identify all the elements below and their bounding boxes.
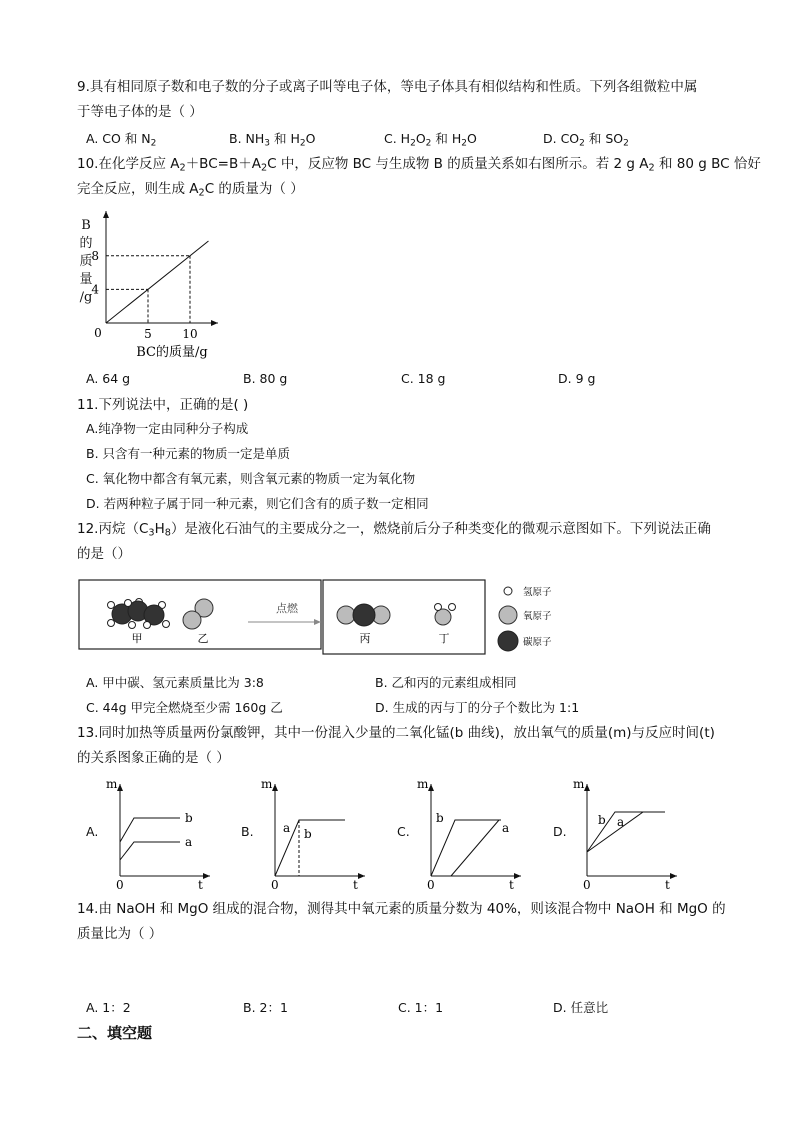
legend-hydrogen: 氢原子	[523, 587, 552, 598]
q11-option-a[interactable]: A.纯净物一定由同种分子构成	[86, 421, 249, 436]
q10-y-arrow	[103, 211, 109, 218]
q13-graph-b	[253, 772, 373, 892]
q13d-t: t	[665, 878, 670, 892]
q9-option-a[interactable]: A. CO 和 $N_2$	[86, 131, 157, 149]
svg-text:/g: /g	[79, 290, 93, 305]
q13d-label-a: a	[617, 815, 625, 829]
q9-option-d[interactable]: D. $CO_2$ 和 $SO_2$	[543, 131, 629, 149]
q13c-origin: 0	[427, 878, 435, 892]
q13-option-d[interactable]: D.	[553, 824, 567, 839]
q13a-curve-b	[120, 818, 180, 842]
q14-option-a[interactable]: A. 1：2	[86, 1000, 131, 1015]
q14-stem-line1: 14.由 NaOH 和 MgO 组成的混合物，测得其中氧元素的质量分数为 40%，则该混合物中 NaOH 和 MgO 的	[77, 901, 726, 917]
q13b-label-a: a	[283, 821, 291, 835]
q12-option-b[interactable]: B. 乙和丙的元素组成相同	[375, 675, 517, 690]
q10-ytick-4: 4	[91, 282, 99, 297]
q12-stem-line1: 12.丙烷$(C_3H_8)$是液化石油气的主要成分之一，燃烧前后分子种类变化的微观示意图如下。下列说法正确	[77, 521, 711, 539]
q10-option-c[interactable]: C. 18 g	[401, 371, 446, 386]
q14-option-c[interactable]: C. 1：1	[398, 1000, 444, 1015]
q13-graph-a	[98, 772, 218, 892]
q11-option-b[interactable]: B. 只含有一种元素的物质一定是单质	[86, 446, 291, 461]
q13a-curve-a	[120, 842, 180, 860]
q11-stem: 11.下列说法中，正确的是( )	[77, 397, 249, 413]
q9-stem-line1: 9.具有相同原子数和电子数的分子或离子叫等电子体，等电子体具有相似结构和性质。下列各组微粒中属	[77, 79, 698, 95]
q14-stem-line2: 质量比为（ ）	[77, 926, 163, 942]
q13-option-c[interactable]: C.	[397, 824, 410, 839]
q13a-t: t	[198, 878, 203, 892]
q13-option-b[interactable]: B.	[241, 824, 254, 839]
q13-stem-line2: 的关系图象正确的是（ ）	[77, 750, 230, 766]
q10-x-arrow	[211, 320, 218, 326]
q13c-m: m	[417, 777, 429, 791]
q10-stem-line2: 完全反应，则生成 $A_2C$ 的质量为（ ）	[77, 181, 304, 199]
q12-stem-line2: 的是（）	[77, 546, 131, 562]
q13c-curve-b	[431, 820, 501, 876]
q13b-label-b: b	[304, 827, 312, 841]
q14-option-b[interactable]: B. 2：1	[243, 1000, 288, 1015]
q10-origin-label: 0	[94, 326, 102, 340]
q13b-m: m	[261, 777, 273, 791]
q12-diagram	[78, 575, 578, 660]
q13c-label-b: b	[436, 811, 444, 825]
svg-text:量: 量	[79, 272, 93, 287]
svg-text:质: 质	[79, 254, 93, 269]
q12-label-yi: 乙	[197, 632, 209, 645]
q12-option-a[interactable]: A. 甲中碳、氢元素质量比为 3:8	[86, 675, 264, 690]
q9-option-c[interactable]: C. $H_2O_2$ 和 $H_2O$	[384, 131, 477, 149]
q10-xlabel: BC的质量/g	[136, 345, 208, 360]
q13a-m: m	[106, 777, 118, 791]
q13b-t: t	[353, 878, 358, 892]
legend-oxygen: 氧原子	[523, 611, 552, 622]
q10-option-b[interactable]: B. 80 g	[243, 371, 288, 386]
q13-option-a[interactable]: A.	[86, 824, 99, 839]
q10-graph	[70, 205, 230, 365]
q9-stem-line2: 于等电子体的是（ ）	[77, 104, 203, 120]
q10-data-line	[106, 241, 208, 323]
q12-label-bing: 丙	[359, 632, 371, 645]
q13a-origin: 0	[116, 878, 124, 892]
q12-option-d[interactable]: D. 生成的丙与丁的分子个数比为 1:1	[375, 700, 580, 715]
q12-arrow-label: 点燃	[276, 602, 298, 615]
q10-option-d[interactable]: D. 9 g	[558, 371, 596, 386]
svg-text:B: B	[81, 218, 91, 233]
q12-legend	[498, 586, 552, 651]
q9-option-b[interactable]: B. $NH_3$ 和 $H_2O$	[229, 131, 316, 149]
q13d-m: m	[573, 777, 585, 791]
q10-option-a[interactable]: A. 64 g	[86, 371, 131, 386]
svg-text:的: 的	[79, 236, 93, 251]
q10-xtick-10: 10	[182, 327, 198, 341]
q13-graph-d	[565, 772, 685, 892]
q13d-origin: 0	[583, 878, 591, 892]
q10-xtick-5: 5	[144, 327, 152, 341]
propane-molecule	[108, 599, 170, 629]
q13a-label-a: a	[185, 835, 193, 849]
legend-carbon: 碳原子	[523, 637, 552, 648]
q12-label-ding: 丁	[438, 632, 450, 645]
q11-option-c[interactable]: C. 氧化物中都含有氧元素，则含氧元素的物质一定为氧化物	[86, 471, 416, 486]
co2-molecule	[337, 604, 390, 626]
q12-label-jia: 甲	[131, 632, 143, 645]
q13c-t: t	[509, 878, 514, 892]
q14-option-d[interactable]: D. 任意比	[553, 1000, 609, 1015]
oxygen-molecule	[183, 599, 213, 629]
q13d-label-b: b	[598, 813, 606, 827]
q13d-curve-a	[587, 812, 643, 852]
q10-ytick-8: 8	[91, 248, 99, 263]
q13-graph-c	[409, 772, 529, 892]
q12-option-c[interactable]: C. 44g 甲完全燃烧至少需 160g 乙	[86, 700, 283, 715]
q13c-label-a: a	[502, 821, 510, 835]
q10-stem-line1: 10.在化学反应 $A_2+BC=B+A_2C$ 中，反应物 BC 与生成物 B 的质量关系如右图所示。若 2 g $A_2$ 和 80 g BC 恰好	[77, 156, 761, 174]
q13c-curve-a	[451, 820, 499, 876]
section-heading-fill-in: 二、填空题	[77, 1024, 153, 1042]
q11-option-d[interactable]: D. 若两种粒子属于同一种元素，则它们含有的质子数一定相同	[86, 496, 429, 511]
q13-stem-line1: 13.同时加热等质量两份氯酸钾，其中一份混入少量的二氧化锰(b 曲线)，放出氧气的质量(m)与反应时间(t)	[77, 725, 715, 741]
q13a-label-b: b	[185, 811, 193, 825]
q13b-origin: 0	[271, 878, 279, 892]
h2o-molecule	[435, 604, 456, 626]
